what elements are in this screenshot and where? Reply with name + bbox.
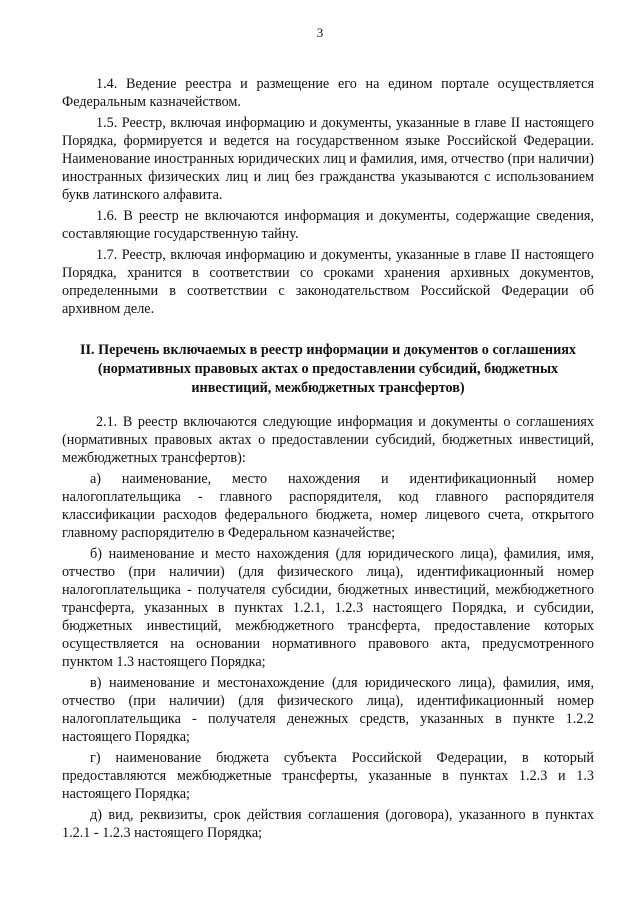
list-item-b: б) наименование и место нахождения (для юридического лица), фамилия, имя, отчество (при наличии) (для физического лица), идентификационный номер налогоплательщика - получателя субсидии, бюджетных инвестиций, межбюджетного трансферта, указанных в пунктах 1.2.1, 1.2.3 настоящего Порядка, и субсидии, бюджетных инвестиций, межбюджетного трансферта, предоставление которых осуществляется на основании нормативного правового акта, предусмотренного пунктом 1.3 настоящего Порядка;: [62, 546, 594, 670]
section-heading-2: II. Перечень включаемых в реестр информации и документов о соглашениях (нормативных правовых актах о предоставлении субсидий, бюджетных инвестиций, межбюджетных трансфертов): [79, 342, 577, 396]
list-item-g: г) наименование бюджета субъекта Российской Федерации, в который предоставляются межбюджетные трансферты, указанные в пунктах 1.2.3 и 1.3 настоящего Порядка;: [62, 750, 594, 802]
paragraph-1-6: 1.6. В реестр не включаются информация и документы, содержащие сведения, составляющие государственную тайну.: [62, 208, 594, 242]
paragraph-2-1: 2.1. В реестр включаются следующие информация и документы о соглашениях (нормативных правовых актах о предоставлении субсидий, бюджетных инвестиций, межбюджетных трансфертов):: [62, 414, 594, 466]
list-item-d: д) вид, реквизиты, срок действия соглашения (договора), указанного в пунктах 1.2.1 - 1.2.3 настоящего Порядка;: [62, 807, 594, 841]
list-item-v: в) наименование и местонахождение (для юридического лица), фамилия, имя, отчество (при наличии) (для физического лица), идентификационный номер налогоплательщика - получателя денежных средств, указанных в пункте 1.2.2 настоящего Порядка;: [62, 675, 594, 745]
section-1-paragraphs: [62, 75, 594, 321]
paragraph-1-4: 1.4. Ведение реестра и размещение его на едином портале осуществляется Федеральным казначейством.: [62, 76, 594, 110]
page-number: 3: [316, 25, 324, 40]
paragraph-1-5: 1.5. Реестр, включая информацию и документы, указанные в главе II настоящего Порядка, формируется и ведется на государственном языке Российской Федерации. Наименование иностранных юридических лиц и фамилия, имя, отчество (при наличии) иностранных физических лиц и лиц без гражданства указываются с использованием букв латинского алфавита.: [62, 115, 594, 203]
section-2-paragraphs: [62, 413, 594, 845]
paragraph-1-7: 1.7. Реестр, включая информацию и документы, указанные в главе II настоящего Порядка, хранится в соответствии со сроками хранения архивных документов, определенными в соответствии с законодательством Российской Федерации об архивном деле.: [62, 247, 594, 317]
list-item-a: а) наименование, место нахождения и идентификационный номер налогоплательщика - главного распорядителя, код главного распорядителя классификации расходов федерального бюджета, номер лицевого счета, открытого главному распорядителю в Федеральном казначействе;: [62, 471, 594, 541]
